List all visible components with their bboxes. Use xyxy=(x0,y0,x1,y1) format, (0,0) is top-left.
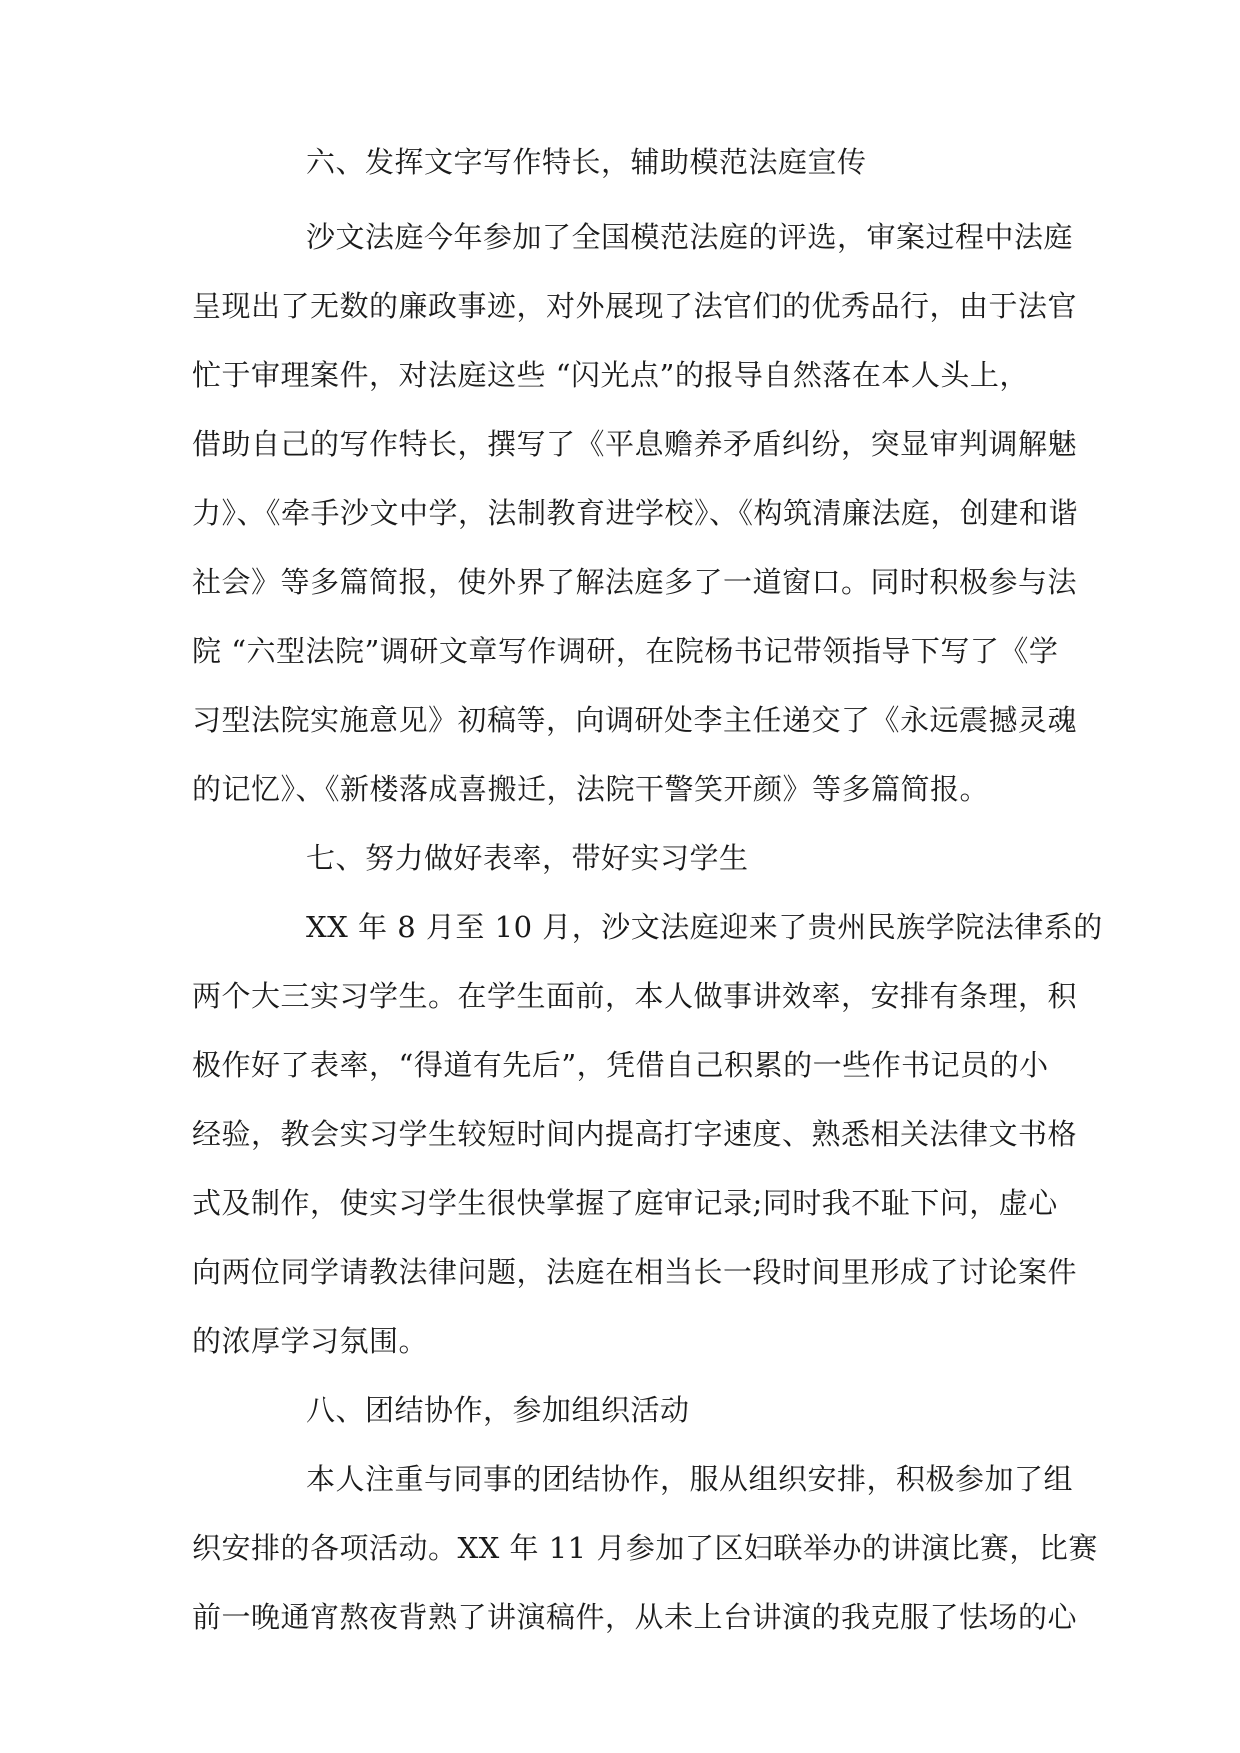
paragraph-line: 社会》等多篇简报，使外界了解法庭多了一道窗口。同时积极参与法 xyxy=(192,565,1078,599)
paragraph-line: 呈现出了无数的廉政事迹，对外展现了法官们的优秀品行，由于法官 xyxy=(192,289,1078,323)
section-heading: 八、团结协作，参加组织活动 xyxy=(306,1393,690,1427)
paragraph-line: 的浓厚学习氛围。 xyxy=(192,1324,429,1358)
paragraph-line: 前一晚通宵熬夜背熟了讲演稿件，从未上台讲演的我克服了怯场的心 xyxy=(192,1600,1078,1634)
paragraph-line: 式及制作，使实习学生很快掌握了庭审记录;同时我不耻下问，虚心 xyxy=(192,1186,1058,1220)
paragraph-line: 习型法院实施意见》初稿等，向调研处李主任递交了《永远震撼灵魂 xyxy=(192,703,1078,737)
paragraph-line: 院 “六型法院”调研文章写作调研，在院杨书记带领指导下写了《学 xyxy=(192,634,1059,668)
paragraph-line: XX 年 8 月至 10 月，沙文法庭迎来了贵州民族学院法律系的 xyxy=(306,910,1103,944)
paragraph-line: 织安排的各项活动。XX 年 11 月参加了区妇联举办的讲演比赛，比赛 xyxy=(192,1531,1098,1565)
paragraph-line: 力》、《牵手沙文中学，法制教育进学校》、《构筑清廉法庭，创建和谐 xyxy=(192,496,1079,530)
paragraph-line: 极作好了表率，“得道有先后”，凭借自己积累的一些作书记员的小 xyxy=(192,1048,1049,1082)
paragraph-line: 借助自己的写作特长，撰写了《平息赡养矛盾纠纷，突显审判调解魅 xyxy=(192,427,1078,461)
section-heading: 七、努力做好表率，带好实习学生 xyxy=(306,841,749,875)
paragraph-line: 经验，教会实习学生较短时间内提高打字速度、熟悉相关法律文书格 xyxy=(192,1117,1078,1151)
paragraph-line: 向两位同学请教法律问题，法庭在相当长一段时间里形成了讨论案件 xyxy=(192,1255,1078,1289)
paragraph-line: 忙于审理案件，对法庭这些 “闪光点”的报导自然落在本人头上， xyxy=(192,358,1029,392)
paragraph-line: 沙文法庭今年参加了全国模范法庭的评选，审案过程中法庭 xyxy=(306,220,1074,254)
paragraph-line: 的记忆》、《新楼落成喜搬迁，法院干警笑开颜》等多篇简报。 xyxy=(192,772,990,806)
paragraph-line: 本人注重与同事的团结协作，服从组织安排，积极参加了组 xyxy=(306,1462,1074,1496)
section-heading: 六、发挥文字写作特长，辅助模范法庭宣传 xyxy=(306,145,867,179)
paragraph-line: 两个大三实习学生。在学生面前，本人做事讲效率，安排有条理，积 xyxy=(192,979,1078,1013)
